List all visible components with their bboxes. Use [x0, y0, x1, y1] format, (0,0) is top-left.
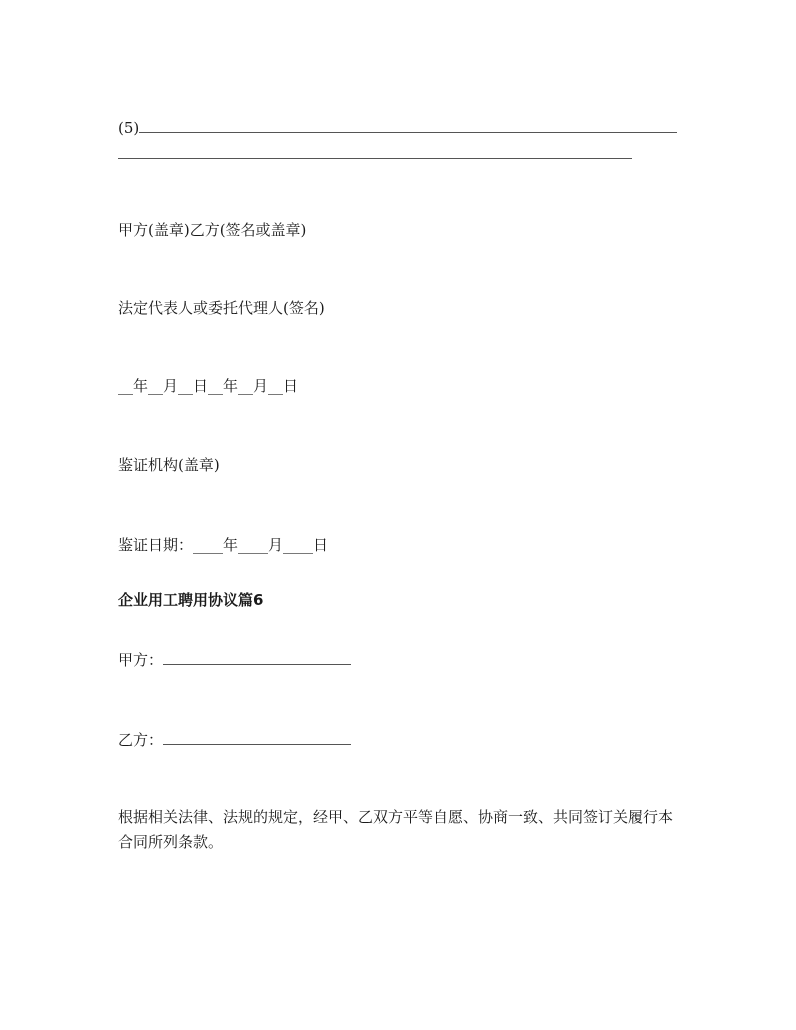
- fill-in-blank: [139, 118, 677, 133]
- representative-signature-line: 法定代表人或委托代理人(签名): [118, 299, 325, 317]
- party-b-line: [118, 730, 351, 750]
- intro-paragraph: 根据相关法律、法规的规定，经甲、乙双方平等自愿、协商一致、共同签订关履行本合同所列条款。: [118, 808, 674, 851]
- party-b-blank: [163, 730, 351, 745]
- party-a-blank: [163, 650, 351, 665]
- notary-seal-line: 鉴证机构(盖章): [118, 456, 220, 474]
- party-a-label: 甲方：: [118, 651, 164, 669]
- fill-in-blank: [118, 144, 632, 159]
- party-b-label: 乙方：: [118, 731, 164, 749]
- section-title: 企业用工聘用协议篇6: [118, 591, 264, 609]
- item-5-line: [118, 118, 677, 138]
- item-5-continuation: [118, 144, 632, 164]
- party-signature-line: 甲方(盖章)乙方(签名或盖章): [118, 221, 307, 239]
- notary-date-line: 鉴证日期：____年____月____日: [118, 536, 329, 554]
- party-a-line: [118, 650, 351, 670]
- item-5-prefix: (5): [118, 119, 140, 137]
- signing-date-line: __年__月__日__年__月__日: [118, 377, 299, 395]
